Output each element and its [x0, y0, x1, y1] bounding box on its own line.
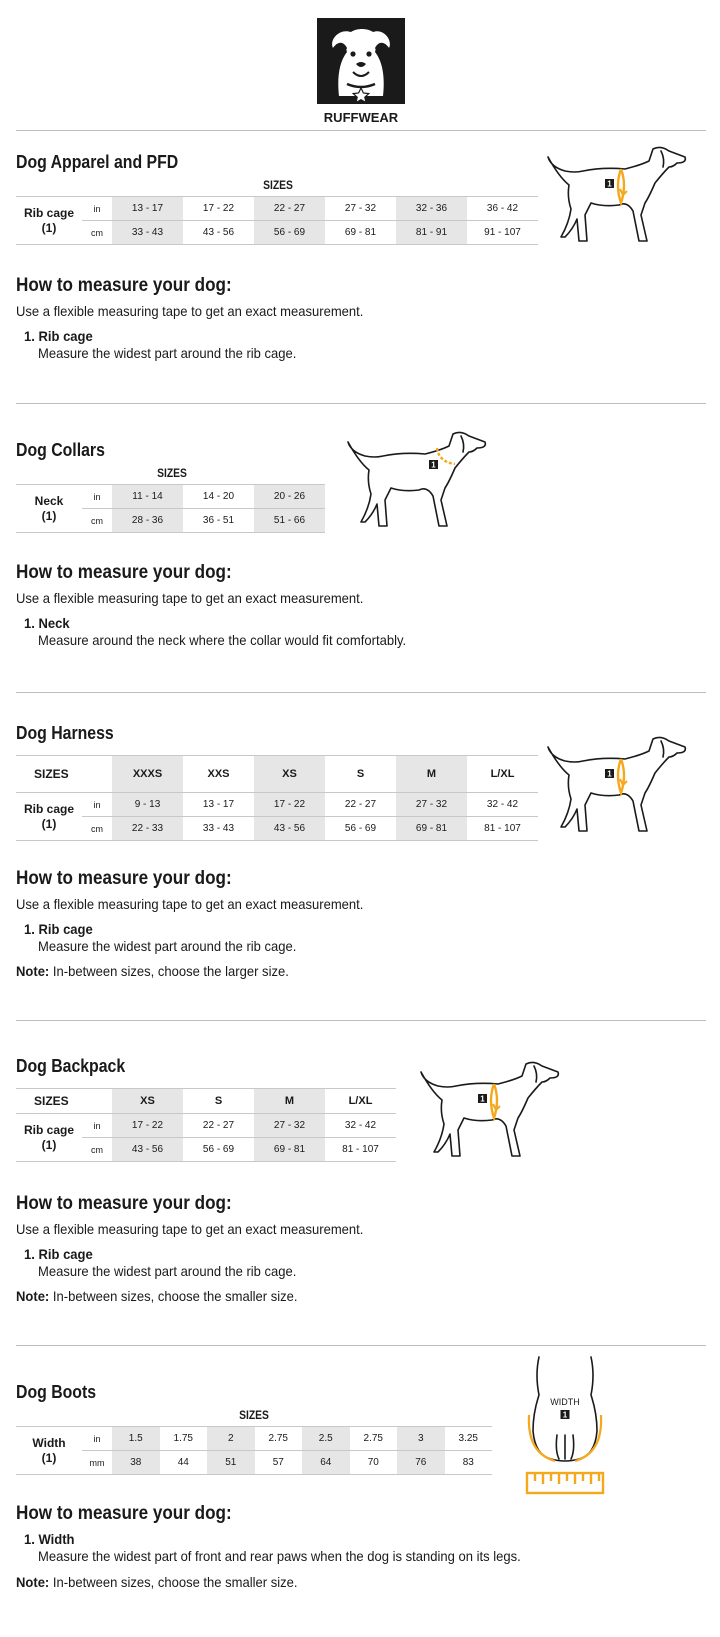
- row-label: Width (1): [16, 1427, 82, 1475]
- section-title-boots: Dog Boots: [16, 1382, 97, 1402]
- step-title: 1. Rib cage: [24, 1246, 93, 1262]
- table-cell: 2.75: [255, 1427, 303, 1451]
- size-header: XS: [112, 1089, 183, 1114]
- size-header: XXS: [183, 756, 254, 793]
- table-cell: 20 - 26: [254, 485, 325, 509]
- table-cell: 43 - 56: [112, 1138, 183, 1162]
- table-cell: 76: [397, 1451, 445, 1475]
- ruler-icon: [527, 1473, 603, 1493]
- table-cell: 17 - 22: [112, 1114, 183, 1138]
- svg-text:1: 1: [431, 460, 436, 470]
- section-title-backpack: Dog Backpack: [16, 1056, 126, 1076]
- table-cell: 44: [160, 1451, 208, 1475]
- table-cell: 27 - 32: [325, 197, 396, 221]
- unit-in: in: [82, 1427, 112, 1451]
- size-header: L/XL: [325, 1089, 396, 1114]
- dog-ribcage-illustration: [545, 145, 690, 255]
- table-cell: 27 - 32: [254, 1114, 325, 1138]
- size-header: M: [254, 1089, 325, 1114]
- table-cell: 3: [397, 1427, 445, 1451]
- divider: [16, 130, 706, 131]
- sizes-caption: SIZES: [263, 178, 293, 192]
- table-cell: 64: [302, 1451, 350, 1475]
- intro-text: Use a flexible measuring tape to get an exact measurement.: [16, 896, 364, 912]
- table-cell: 81 - 107: [325, 1138, 396, 1162]
- table-cell: 22 - 27: [254, 197, 325, 221]
- row-label: Rib cage (1): [16, 793, 82, 841]
- size-table-boots: [16, 1426, 492, 1475]
- how-to-title: How to measure your dog:: [16, 562, 232, 583]
- step-text: Measure the widest part of front and rear paws when the dog is standing on its legs.: [38, 1548, 521, 1564]
- measure-marker: [605, 169, 627, 203]
- divider: [16, 1020, 706, 1021]
- intro-text: Use a flexible measuring tape to get an exact measurement.: [16, 590, 364, 606]
- table-cell: 32 - 42: [467, 793, 538, 817]
- table-cell: 32 - 42: [325, 1114, 396, 1138]
- step-text: Measure the widest part around the rib cage.: [38, 345, 297, 361]
- table-cell: 32 - 36: [396, 197, 467, 221]
- note-text: Note: In-between sizes, choose the smaller size.: [16, 1288, 298, 1304]
- divider: [16, 1345, 706, 1346]
- width-label: WIDTH: [550, 1397, 580, 1407]
- sizes-caption: SIZES: [239, 1408, 269, 1422]
- table-cell: 2.5: [302, 1427, 350, 1451]
- size-header: S: [183, 1089, 254, 1114]
- dog-neck-illustration: [345, 430, 490, 540]
- step-title: 1. Rib cage: [24, 921, 93, 937]
- table-cell: 33 - 43: [183, 817, 254, 841]
- step-text: Measure the widest part around the rib cage.: [38, 938, 297, 954]
- svg-text:1: 1: [562, 1410, 568, 1420]
- size-header: S: [325, 756, 396, 793]
- table-cell: 38: [112, 1451, 160, 1475]
- step-text: Measure around the neck where the collar would fit comfortably.: [38, 632, 407, 648]
- unit-in: in: [82, 197, 112, 221]
- unit-cm: cm: [82, 1138, 112, 1162]
- table-cell: 2: [207, 1427, 255, 1451]
- unit-cm: cm: [82, 221, 112, 245]
- unit-mm: mm: [82, 1451, 112, 1475]
- sizes-header-label: SIZES: [16, 1089, 112, 1114]
- table-cell: 91 - 107: [467, 221, 538, 245]
- table-cell: 27 - 32: [396, 793, 467, 817]
- size-header: XS: [254, 756, 325, 793]
- note-text: Note: In-between sizes, choose the smaller size.: [16, 1574, 298, 1590]
- table-cell: 9 - 13: [112, 793, 183, 817]
- how-to-title: How to measure your dog:: [16, 868, 232, 889]
- table-cell: 69 - 81: [396, 817, 467, 841]
- table-cell: 2.75: [350, 1427, 398, 1451]
- unit-cm: cm: [82, 509, 112, 533]
- row-label: Rib cage (1): [16, 197, 82, 245]
- size-header: L/XL: [467, 756, 538, 793]
- table-cell: 33 - 43: [112, 221, 183, 245]
- table-cell: 1.75: [160, 1427, 208, 1451]
- table-cell: 22 - 27: [325, 793, 396, 817]
- intro-text: Use a flexible measuring tape to get an exact measurement.: [16, 303, 364, 319]
- table-cell: 56 - 69: [325, 817, 396, 841]
- table-cell: 17 - 22: [183, 197, 254, 221]
- svg-text:1: 1: [607, 769, 612, 779]
- table-cell: 70: [350, 1451, 398, 1475]
- section-title-apparel: Dog Apparel and PFD: [16, 152, 179, 172]
- table-cell: 43 - 56: [254, 817, 325, 841]
- table-cell: 81 - 91: [396, 221, 467, 245]
- brand-name: RUFFWEAR: [323, 110, 399, 125]
- paw-width-illustration: [525, 1355, 605, 1497]
- section-title-collars: Dog Collars: [16, 440, 105, 460]
- sizes-caption: SIZES: [157, 466, 187, 480]
- table-cell: 28 - 36: [112, 509, 183, 533]
- table-cell: 43 - 56: [183, 221, 254, 245]
- unit-in: in: [82, 793, 112, 817]
- table-cell: 11 - 14: [112, 485, 183, 509]
- step-title: 1. Width: [24, 1531, 75, 1547]
- table-cell: 57: [255, 1451, 303, 1475]
- size-table-apparel: [16, 196, 538, 245]
- table-cell: 13 - 17: [112, 197, 183, 221]
- table-cell: 83: [445, 1451, 493, 1475]
- sizes-header-label: SIZES: [16, 756, 112, 793]
- ruffwear-logo: [317, 18, 405, 126]
- table-cell: 1.5: [112, 1427, 160, 1451]
- unit-in: in: [82, 485, 112, 509]
- table-cell: 17 - 22: [254, 793, 325, 817]
- table-cell: 51 - 66: [254, 509, 325, 533]
- dog-ribcage-illustration: [418, 1060, 563, 1170]
- how-to-title: How to measure your dog:: [16, 1193, 232, 1214]
- section-title-harness: Dog Harness: [16, 723, 114, 743]
- table-cell: 22 - 27: [183, 1114, 254, 1138]
- table-cell: 36 - 42: [467, 197, 538, 221]
- intro-text: Use a flexible measuring tape to get an exact measurement.: [16, 1221, 364, 1237]
- table-cell: 51: [207, 1451, 255, 1475]
- table-cell: 56 - 69: [183, 1138, 254, 1162]
- step-text: Measure the widest part around the rib cage.: [38, 1263, 297, 1279]
- size-table-collars: [16, 484, 325, 533]
- measure-marker: [605, 759, 627, 793]
- svg-text:1: 1: [607, 179, 612, 189]
- how-to-title: How to measure your dog:: [16, 1503, 232, 1524]
- svg-text:1: 1: [480, 1094, 485, 1104]
- size-table-harness: [16, 755, 538, 841]
- row-label: Neck (1): [16, 485, 82, 533]
- unit-cm: cm: [82, 817, 112, 841]
- divider: [16, 692, 706, 693]
- table-cell: 81 - 107: [467, 817, 538, 841]
- table-cell: 14 - 20: [183, 485, 254, 509]
- table-cell: 36 - 51: [183, 509, 254, 533]
- divider: [16, 403, 706, 404]
- table-cell: 13 - 17: [183, 793, 254, 817]
- measure-marker: [478, 1084, 500, 1118]
- size-table-backpack: [16, 1088, 396, 1162]
- step-title: 1. Rib cage: [24, 328, 93, 344]
- unit-in: in: [82, 1114, 112, 1138]
- note-text: Note: In-between sizes, choose the larger size.: [16, 963, 289, 979]
- table-cell: 69 - 81: [254, 1138, 325, 1162]
- size-header: XXXS: [112, 756, 183, 793]
- table-cell: 56 - 69: [254, 221, 325, 245]
- step-title: 1. Neck: [24, 615, 70, 631]
- dog-ribcage-illustration: [545, 735, 690, 845]
- how-to-title: How to measure your dog:: [16, 275, 232, 296]
- row-label: Rib cage (1): [16, 1114, 82, 1162]
- size-header: M: [396, 756, 467, 793]
- table-cell: 3.25: [445, 1427, 493, 1451]
- table-cell: 22 - 33: [112, 817, 183, 841]
- measure-marker: [561, 1410, 570, 1420]
- table-cell: 69 - 81: [325, 221, 396, 245]
